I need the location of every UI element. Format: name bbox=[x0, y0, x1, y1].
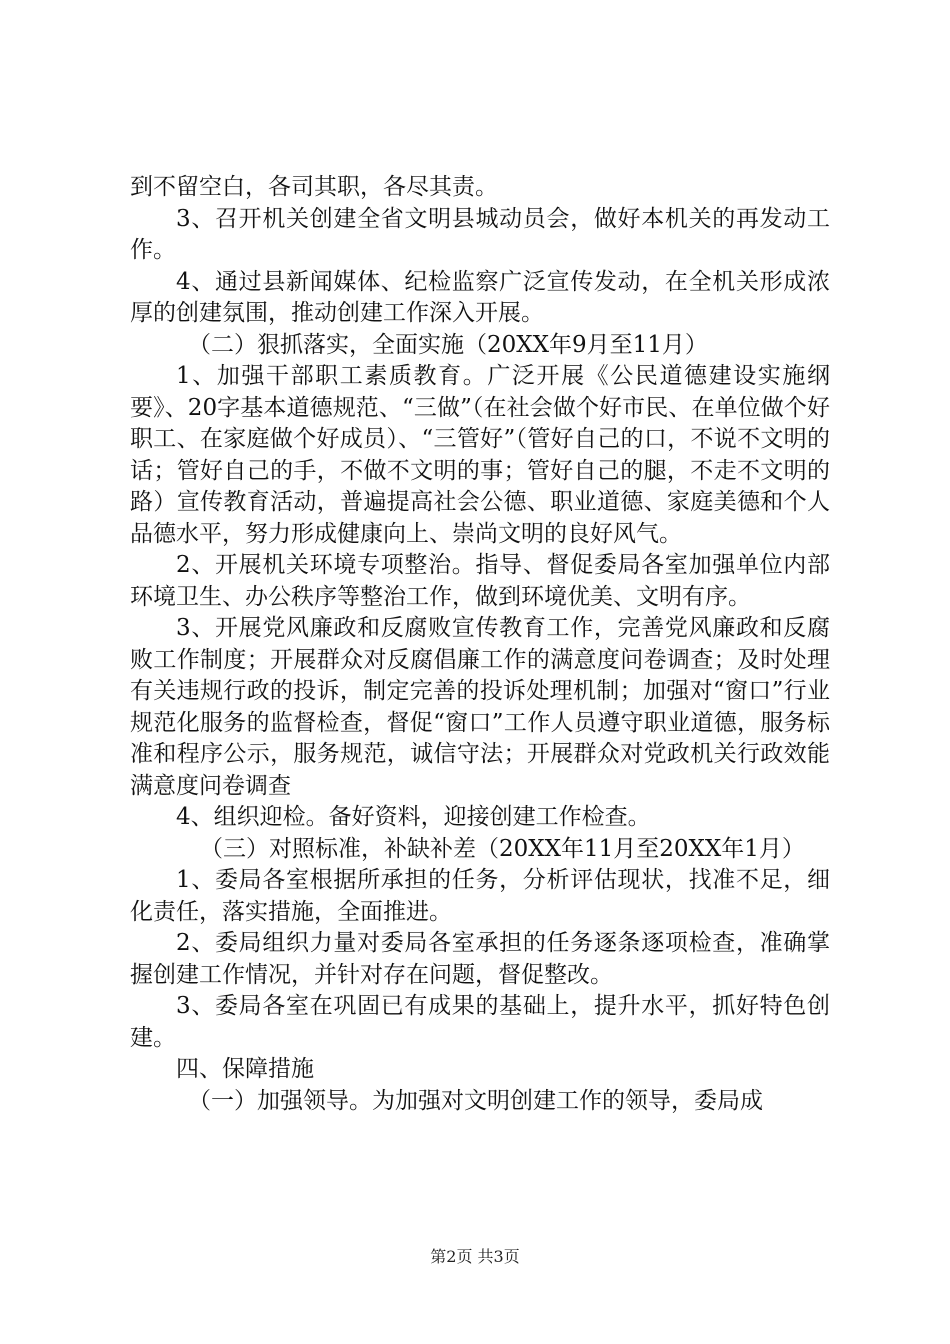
paragraph: 3、开展党风廉政和反腐败宣传教育工作，完善党风廉政和反腐败工作制度；开展群众对反腐倡廉工作的满意度问卷调查；及时处理有关违规行政的投诉，制定完善的投诉处理机制；加强对“窗口”行业规范化服务的监督检查，督促“窗口”工作人员遵守职业道德，服务标准和程序公示，服务规范，诚信守法；开展群众对党政机关行政效能满意度问卷调查 bbox=[130, 615, 830, 799]
paragraph: 2、委局组织力量对委局各室承担的任务逐条逐项检查，准确掌握创建工作情况，并针对存在问题，督促整改。 bbox=[130, 930, 830, 988]
paragraph: 3、委局各室在巩固已有成果的基础上，提升水平，抓好特色创建。 bbox=[130, 993, 830, 1051]
paragraph: 4、组织迎检。备好资料，迎接创建工作检查。 bbox=[176, 804, 651, 830]
page-footer: 第2页 共3页 bbox=[430, 1247, 520, 1266]
paragraph: 3、召开机关创建全省文明县城动员会，做好本机关的再发动工作。 bbox=[130, 205, 830, 263]
paragraph: （一）加强领导。为加强对文明创建工作的领导，委局成 bbox=[188, 1087, 763, 1114]
document-body bbox=[130, 172, 830, 1117]
section-heading: 四、保障措施 bbox=[176, 1056, 314, 1082]
paragraph: 4、通过县新闻媒体、纪检监察广泛宣传发动，在全机关形成浓厚的创建氛围，推动创建工作深入开展。 bbox=[130, 268, 830, 326]
paragraph: 2、开展机关环境专项整治。指导、督促委局各室加强单位内部环境卫生、办公秩序等整治工作，做到环境优美、文明有序。 bbox=[130, 552, 830, 610]
paragraph: 1、加强干部职工素质教育。广泛开展《公民道德建设实施纲要》、20字基本道德规范、“三做”（在社会做个好市民、在单位做个好职工、在家庭做个好成员）、“三管好”（管好自己的口，不说不文明的话；管好自己的手，不做不文明的事；管好自己的腿，不走不文明的路）宣传教育活动，普遍提高社会公德、职业道德、家庭美德和个人品德水平，努力形成健康向上、崇尚文明的良好风气。 bbox=[130, 363, 830, 547]
section-heading: （二）狠抓落实，全面实施（20XX年9月至11月） bbox=[188, 331, 708, 358]
section-heading: （三）对照标准，补缺补差（20XX年11月至20XX年1月） bbox=[200, 835, 805, 862]
paragraph: 1、委局各室根据所承担的任务，分析评估现状，找准不足，细化责任，落实措施，全面推进。 bbox=[130, 867, 830, 925]
paragraph: 到不留空白，各司其职，各尽其责。 bbox=[130, 174, 498, 200]
